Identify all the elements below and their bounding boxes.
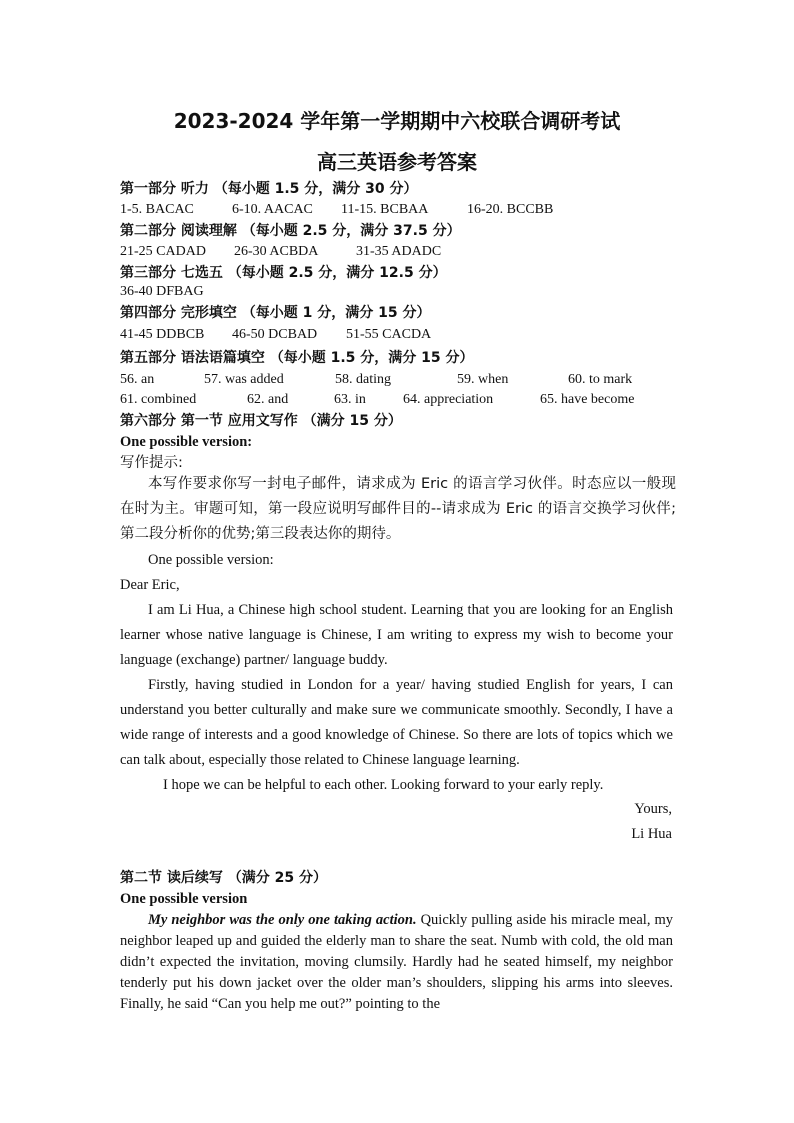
part1-header: 第一部分 听力 （每小题 1.5 分，满分 30 分）: [120, 181, 418, 197]
answer-item: 60. to mark: [568, 372, 633, 387]
section2-version-label: One possible version: [120, 891, 248, 907]
part6-header: 第六部分 第一节 应用文写作 （满分 15 分）: [120, 413, 402, 429]
letter-paragraph-3: I hope we can be helpful to each other. Looking forward to your early reply.: [163, 777, 604, 793]
part5-header: 第五部分 语法语篇填空 （每小题 1.5 分，满分 15 分）: [120, 350, 474, 366]
letter-paragraph-1: I am Li Hua, a Chinese high school student. Learning that you are looking for an English learner whose native language is Chinese, I am writing to express my wish to become your language (exchange) partner/ language buddy.: [120, 602, 673, 668]
answer-group: 6-10. AACAC: [232, 202, 313, 217]
part3-header: 第三部分 七选五 （每小题 2.5 分，满分 12.5 分）: [120, 265, 447, 281]
answer-item: 62. and: [247, 392, 289, 407]
answer-group: 1-5. BACAC: [120, 202, 194, 217]
answer-item: 63. in: [334, 392, 366, 407]
paragraph-lead-sentence: My neighbor was the only one taking action.: [148, 912, 417, 928]
letter-paragraph-2: Firstly, having studied in London for a year/ having studied English for years, I can understand you better culturally and make sure we communicate smoothly. Secondly, I have a wide range of interests and a good knowledge of Chinese. So there are lots of topics which we can talk about, especially those related to Chinese language learning.: [120, 677, 673, 768]
answer-item: 64. appreciation: [403, 392, 494, 407]
answer-group: 11-15. BCBAA: [341, 202, 429, 217]
writing-hint-label: 写作提示:: [120, 455, 183, 471]
page-subtitle: 高三英语参考答案: [317, 150, 477, 174]
answer-group: 31-35 ADADC: [356, 244, 442, 259]
letter-greeting: Dear Eric,: [120, 577, 180, 593]
answer-group: 21-25 CADAD: [120, 244, 206, 259]
answer-group: 16-20. BCCBB: [467, 202, 554, 217]
letter-closing: Yours,: [634, 801, 672, 817]
answer-group: 51-55 CACDA: [346, 327, 432, 342]
paragraph-body: Quickly pulling aside his miracle meal, my neighbor leaped up and guided the elderly man to share the seat. Numb with cold, the old man didn’t expected the invitation, moving clumsily. Hardly had he seated himself, my neighbor tenderly put his down jacket over the older man’s shoulders, slipping his arms into sleeves. Finally, he said “Can you help me out?” pointing to the: [120, 912, 673, 1012]
answer-item: 57. was added: [204, 372, 284, 387]
section2-header: 第二节 读后续写 （满分 25 分）: [120, 870, 327, 886]
answer-group: 36-40 DFBAG: [120, 284, 204, 299]
version-label-secondary: One possible version:: [148, 552, 274, 568]
part4-header: 第四部分 完形填空 （每小题 1 分，满分 15 分）: [120, 305, 431, 321]
answer-item: 59. when: [457, 372, 509, 387]
answer-group: 46-50 DCBAD: [232, 327, 318, 342]
letter-signature: Li Hua: [631, 826, 672, 842]
continuation-paragraph: [120, 910, 673, 1015]
part2-header: 第二部分 阅读理解 （每小题 2.5 分，满分 37.5 分）: [120, 223, 461, 239]
answer-group: 41-45 DDBCB: [120, 327, 205, 342]
answer-item: 56. an: [120, 372, 155, 387]
answer-item: 61. combined: [120, 392, 197, 407]
answer-group: 26-30 ACBDA: [234, 244, 319, 259]
answer-item: 65. have become: [540, 392, 635, 407]
version-label: One possible version:: [120, 434, 253, 450]
page-title: 2023-2024 学年第一学期期中六校联合调研考试: [173, 109, 621, 133]
writing-hint-text: 本写作要求你写一封电子邮件，请求成为 Eric 的语言学习伙伴。时态应以一般现在时为主。审题可知，第一段应说明写邮件目的--请求成为 Eric 的语言交换学习伙伴;第二段分析你的优势;第三段表达你的期待。: [120, 476, 676, 542]
answer-item: 58. dating: [335, 372, 391, 387]
